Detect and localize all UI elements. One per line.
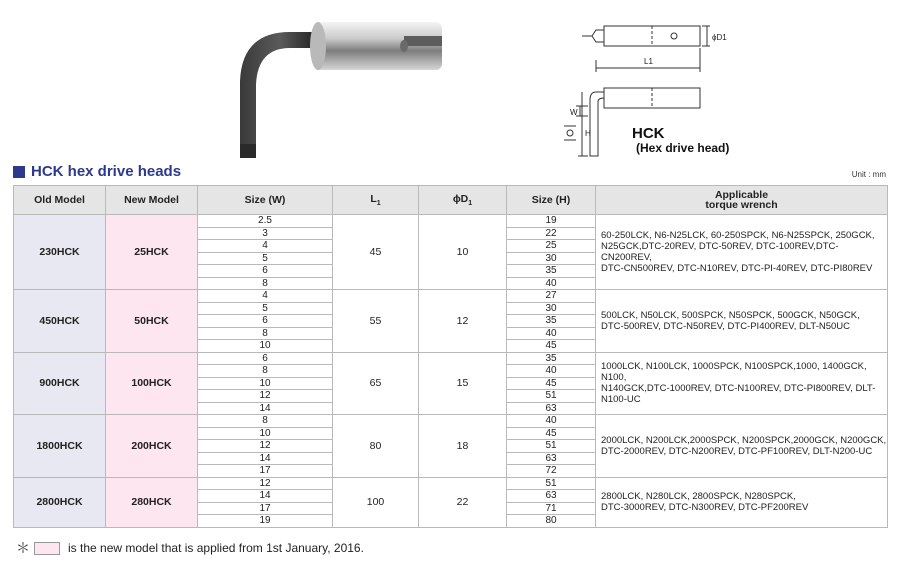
old-model-cell: 2800HCK	[14, 477, 106, 527]
new-model-cell: 280HCK	[106, 477, 198, 527]
size-w-cell: 8	[198, 365, 333, 378]
new-model-color-swatch	[34, 542, 60, 555]
torque-wrench-line: 500LCK, N50LCK, 500SPCK, N50SPCK, 500GCK, N50GCK,	[601, 309, 860, 321]
size-h-cell: 40	[507, 327, 596, 340]
header-l1-text: L	[370, 192, 377, 205]
size-w-cell: 5	[198, 302, 333, 315]
torque-wrench-cell	[596, 477, 888, 527]
torque-wrench-line: N25GCK,DTC-20REV, DTC-50REV, DTC-100REV,DTC-CN200REV,	[601, 241, 839, 263]
size-h-cell: 45	[507, 377, 596, 390]
torque-wrench-line: 1000LCK, N100LCK, 1000SPCK, N100SPCK,1000, 1400GCK, N100,	[601, 361, 867, 384]
d1-cell: 18	[419, 415, 507, 478]
footnote-star: ＊	[16, 540, 30, 556]
size-w-cell: 8	[198, 415, 333, 428]
unit-label: Unit : mm	[851, 170, 886, 179]
drawing-title: HCK	[632, 125, 665, 142]
header-size-w: Size (W)	[198, 186, 333, 215]
size-w-cell: 17	[198, 502, 333, 515]
size-w-cell: 4	[198, 240, 333, 253]
size-h-cell: 45	[507, 427, 596, 440]
size-h-cell: 40	[507, 415, 596, 428]
dim-d1-label: ϕD1	[712, 33, 727, 42]
size-w-cell: 12	[198, 390, 333, 403]
torque-wrench-line: 60-250LCK, N6-N25LCK, 60-250SPCK, N6-N25SPCK, 250GCK,	[601, 230, 875, 241]
size-h-cell: 19	[507, 215, 596, 228]
size-w-cell: 4	[198, 290, 333, 303]
new-model-cell: 25HCK	[106, 215, 198, 290]
size-w-cell: 10	[198, 377, 333, 390]
table-row	[14, 477, 888, 490]
header-torque-line2: torque wrench	[705, 199, 778, 211]
size-w-cell: 5	[198, 252, 333, 265]
table-row	[14, 415, 888, 428]
header-l1-sub: 1	[376, 200, 381, 208]
size-h-cell: 63	[507, 490, 596, 503]
size-h-cell: 51	[507, 440, 596, 453]
torque-wrench-cell	[596, 352, 888, 415]
size-w-cell: 3	[198, 227, 333, 240]
size-w-cell: 8	[198, 277, 333, 290]
section-heading	[13, 163, 181, 180]
header-d1-text: ϕD	[452, 192, 469, 205]
new-model-cell: 200HCK	[106, 415, 198, 478]
section-title: HCK hex drive heads	[31, 163, 182, 180]
size-w-cell: 14	[198, 402, 333, 415]
spec-table-body	[14, 215, 888, 528]
size-h-cell: 35	[507, 315, 596, 328]
torque-wrench-line: 2800LCK, N280LCK, 2800SPCK, N280SPCK,	[601, 491, 796, 502]
dim-w-label: W	[570, 108, 578, 117]
size-h-cell: 40	[507, 277, 596, 290]
torque-wrench-cell	[596, 290, 888, 353]
header-d1-sub: 1	[468, 200, 473, 208]
size-w-cell: 10	[198, 427, 333, 440]
size-h-cell: 35	[507, 352, 596, 365]
size-h-cell: 80	[507, 515, 596, 528]
torque-wrench-line: 2000LCK, N200LCK,2000SPCK, N200SPCK,2000GCK, N200GCK,	[601, 434, 887, 446]
size-w-cell: 8	[198, 327, 333, 340]
torque-wrench-line: DTC-2000REV, DTC-N200REV, DTC-PF100REV, DLT-N200-UC	[601, 445, 873, 457]
torque-wrench-line: DTC-CN500REV, DTC-N10REV, DTC-PI-40REV, DTC-PI80REV	[601, 263, 873, 274]
table-header-row	[14, 186, 888, 215]
d1-cell: 15	[419, 352, 507, 415]
old-model-cell: 450HCK	[14, 290, 106, 353]
size-w-cell: 14	[198, 490, 333, 503]
table-row	[14, 215, 888, 228]
header-d1	[419, 186, 507, 215]
footnote	[16, 538, 364, 558]
drawing-subtitle: (Hex drive head)	[636, 141, 730, 155]
size-h-cell: 72	[507, 465, 596, 478]
l1-cell: 45	[333, 215, 419, 290]
torque-wrench-cell	[596, 415, 888, 478]
size-w-cell: 12	[198, 440, 333, 453]
d1-cell: 10	[419, 215, 507, 290]
size-h-cell: 25	[507, 240, 596, 253]
header-new-model: New Model	[106, 186, 198, 215]
header-old-model: Old Model	[14, 186, 106, 215]
size-h-cell: 27	[507, 290, 596, 303]
size-h-cell: 63	[507, 452, 596, 465]
d1-cell: 22	[419, 477, 507, 527]
size-w-cell: 12	[198, 477, 333, 490]
size-h-cell: 51	[507, 390, 596, 403]
torque-wrench-cell	[596, 215, 888, 290]
size-h-cell: 30	[507, 252, 596, 265]
table-row	[14, 352, 888, 365]
size-w-cell: 6	[198, 315, 333, 328]
size-w-cell: 17	[198, 465, 333, 478]
size-h-cell: 45	[507, 340, 596, 353]
size-h-cell: 63	[507, 402, 596, 415]
spec-table	[13, 185, 888, 528]
header-torque-wrench	[596, 186, 888, 215]
size-w-cell: 14	[198, 452, 333, 465]
header-l1	[333, 186, 419, 215]
old-model-cell: 900HCK	[14, 352, 106, 415]
dim-h-label: H	[585, 129, 591, 138]
old-model-cell: 230HCK	[14, 215, 106, 290]
header-size-h: Size (H)	[507, 186, 596, 215]
size-h-cell: 22	[507, 227, 596, 240]
l1-cell: 80	[333, 415, 419, 478]
torque-wrench-line: N140GCK,DTC-1000REV, DTC-N100REV, DTC-PI800REV, DLT-N100-UC	[601, 383, 876, 406]
size-w-cell: 10	[198, 340, 333, 353]
size-h-cell: 51	[507, 477, 596, 490]
hex-drive-head-photo	[228, 6, 458, 166]
footnote-text: is the new model that is applied from 1st January, 2016.	[68, 541, 364, 555]
size-w-cell: 19	[198, 515, 333, 528]
dim-l1-label: L1	[644, 57, 653, 66]
l1-cell: 55	[333, 290, 419, 353]
torque-wrench-line: DTC-3000REV, DTC-N300REV, DTC-PF200REV	[601, 502, 809, 513]
new-model-cell: 100HCK	[106, 352, 198, 415]
l1-cell: 65	[333, 352, 419, 415]
table-row	[14, 290, 888, 303]
heading-square-icon	[13, 166, 25, 178]
size-h-cell: 35	[507, 265, 596, 278]
size-h-cell: 30	[507, 302, 596, 315]
size-w-cell: 6	[198, 352, 333, 365]
torque-wrench-line: DTC-500REV, DTC-N50REV, DTC-PI400REV, DLT-N50UC	[601, 320, 851, 332]
header-torque-line1: Applicable	[714, 189, 769, 201]
size-h-cell: 71	[507, 502, 596, 515]
old-model-cell: 1800HCK	[14, 415, 106, 478]
new-model-cell: 50HCK	[106, 290, 198, 353]
l1-cell: 100	[333, 477, 419, 527]
size-w-cell: 2.5	[198, 215, 333, 228]
d1-cell: 12	[419, 290, 507, 353]
size-h-cell: 40	[507, 365, 596, 378]
size-w-cell: 6	[198, 265, 333, 278]
